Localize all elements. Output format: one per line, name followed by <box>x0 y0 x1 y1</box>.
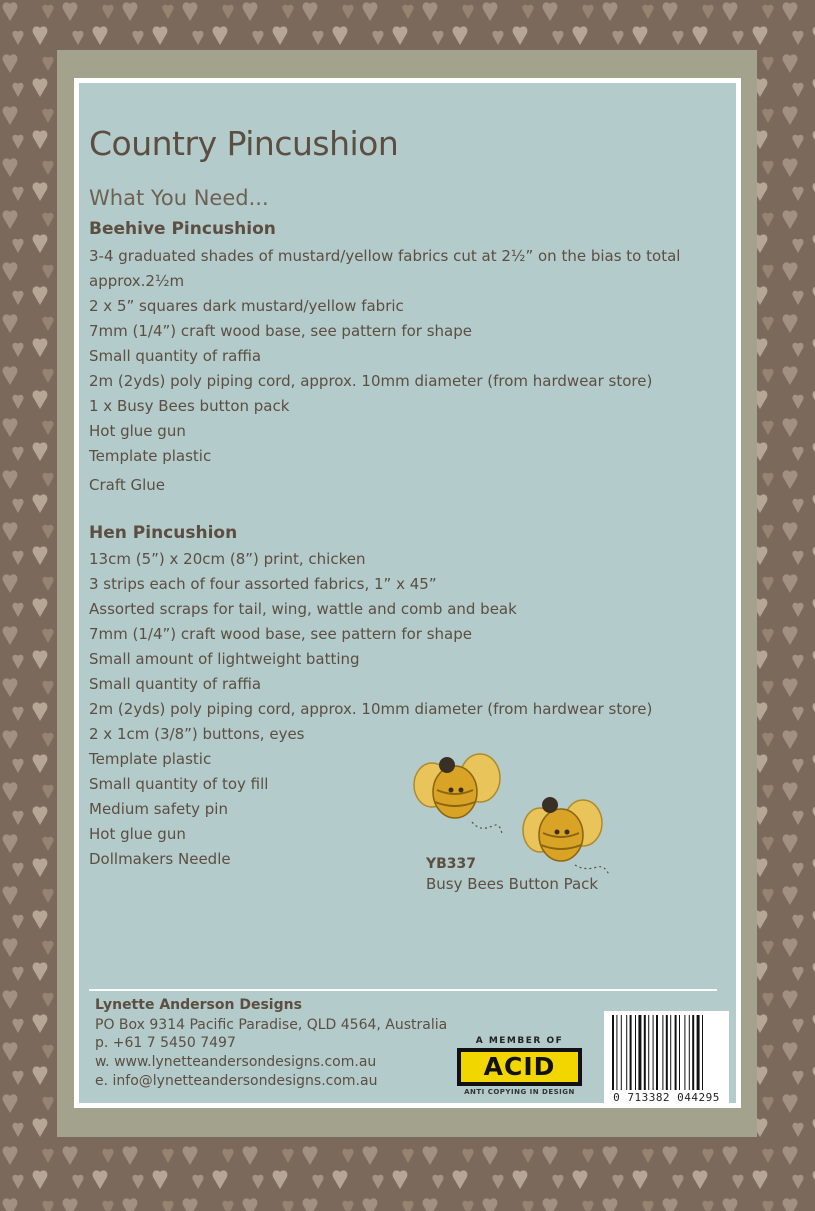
barcode-bar <box>616 1015 617 1090</box>
product-name: Busy Bees Button Pack <box>426 875 599 893</box>
list-item: Small quantity of raffia <box>89 675 262 693</box>
list-item: Small amount of lightweight batting <box>89 650 360 668</box>
barcode-bar <box>702 1015 703 1090</box>
divider <box>89 989 717 991</box>
list-item: Craft Glue <box>89 476 166 494</box>
barcode-bar <box>648 1015 649 1090</box>
acid-logo <box>457 1048 582 1086</box>
list-item: 2 x 5” squares dark mustard/yellow fabric <box>89 297 404 315</box>
list-item: 2m (2yds) poly piping cord, approx. 10mm diameter (from hardwear store) <box>89 372 653 390</box>
list-item: 2 x 1cm (3/8”) buttons, eyes <box>89 725 305 743</box>
barcode-bars <box>612 1015 724 1090</box>
barcode-bar <box>626 1015 627 1090</box>
list-item: 1 x Busy Bees button pack <box>89 397 290 415</box>
barcode-bar <box>679 1015 680 1090</box>
list-item: Hot glue gun <box>89 825 186 843</box>
list-item: 7mm (1/4”) craft wood base, see pattern for shape <box>89 322 472 340</box>
list-item: Hot glue gun <box>89 422 186 440</box>
list-item: Small quantity of raffia <box>89 347 262 365</box>
barcode-bar <box>635 1015 636 1090</box>
barcode-bar <box>612 1015 614 1090</box>
list-item: 3 strips each of four assorted fabrics, 1” x 45” <box>89 575 437 593</box>
barcode-bar <box>662 1015 663 1090</box>
barcode-bar <box>689 1015 690 1090</box>
barcode-bar <box>692 1015 694 1090</box>
bee-button-image <box>410 750 505 840</box>
barcode-bar <box>630 1015 632 1090</box>
company-name: Lynette Anderson Designs <box>95 997 302 1013</box>
list-item: 2m (2yds) poly piping cord, approx. 10mm diameter (from hardwear store) <box>89 700 653 718</box>
barcode-bar <box>684 1015 685 1090</box>
section-subtitle: What You Need... <box>89 186 269 210</box>
barcode-bar <box>653 1015 654 1090</box>
company-website[interactable]: w. www.lynetteandersondesigns.com.au <box>95 1054 377 1070</box>
barcode-bar <box>656 1015 658 1090</box>
product-code: YB337 <box>426 856 477 872</box>
page-title: Country Pincushion <box>89 124 399 163</box>
acid-member-label: A MEMBER OF <box>475 1036 564 1046</box>
list-item: Template plastic <box>89 750 212 768</box>
barcode-bar <box>644 1015 646 1090</box>
list-item: Dollmakers Needle <box>89 850 231 868</box>
barcode-bar <box>666 1015 668 1090</box>
acid-logo-text: ACID <box>461 1052 578 1082</box>
list-item: Assorted scraps for tail, wing, wattle and comb and beak <box>89 600 517 618</box>
barcode <box>604 1011 729 1106</box>
barcode-bar <box>638 1015 641 1090</box>
company-email[interactable]: e. info@lynetteandersondesigns.com.au <box>95 1073 378 1089</box>
list-item: 7mm (1/4”) craft wood base, see pattern for shape <box>89 625 472 643</box>
list-item: approx.2½m <box>89 272 185 290</box>
beehive-heading: Beehive Pincushion <box>89 219 276 239</box>
list-item: Template plastic <box>89 447 212 465</box>
barcode-bar <box>621 1015 622 1090</box>
barcode-bar <box>675 1015 677 1090</box>
barcode-number: 0 713382 044295 <box>613 1091 720 1104</box>
acid-tagline: ANTI COPYING IN DESIGN <box>464 1088 575 1096</box>
barcode-bar <box>670 1015 671 1090</box>
company-address: PO Box 9314 Pacific Paradise, QLD 4564, Australia <box>95 1017 448 1033</box>
list-item: 13cm (5”) x 20cm (8”) print, chicken <box>89 550 366 568</box>
list-item: 3-4 graduated shades of mustard/yellow fabrics cut at 2½” on the bias to total <box>89 247 681 265</box>
company-phone: p. +61 7 5450 7497 <box>95 1035 236 1051</box>
list-item: Small quantity of toy fill <box>89 775 269 793</box>
bee-button-image <box>520 785 615 885</box>
list-item: Medium safety pin <box>89 800 228 818</box>
hen-heading: Hen Pincushion <box>89 523 238 543</box>
barcode-bar <box>697 1015 700 1090</box>
